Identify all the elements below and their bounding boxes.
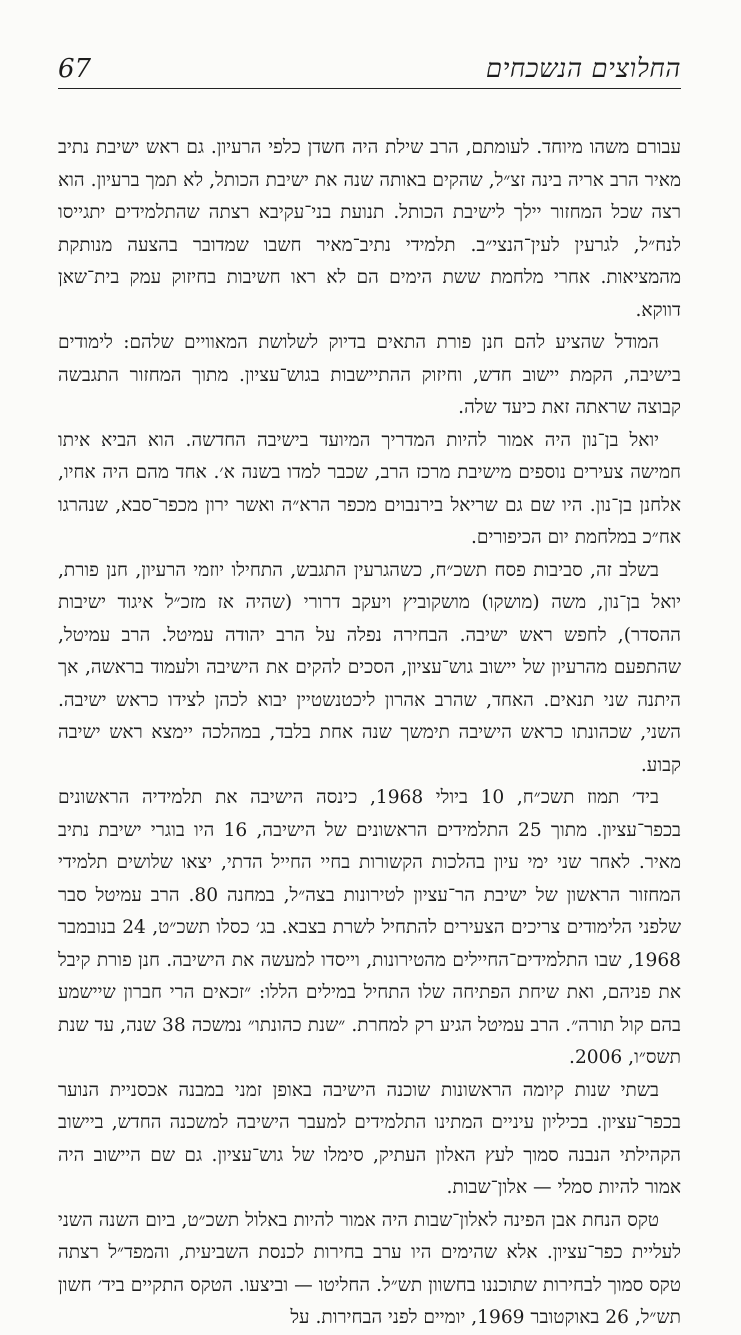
paragraph: עבורם משהו מיוחד. לעומתם, הרב שילת היה חשדן כלפי הרעיון. גם ראש ישיבת נתיב מאיר הרב אריה בינה זצ״ל, שהקים באותה שנה את ישיבת הכותל, לא תמך ברעיון. הוא רצה שכל המחזור יילך לישיבת הכותל. תנועת בני־עקיבא רצתה שהתלמידים יתגייסו לנח״ל, לגרעין לעין־הנצי״ב. תלמידי נתיב־מאיר חשבו שמדובר בהצעה מנותקת מהמציאות. אחרי מלחמת ששת הימים הם לא ראו חשיבות בחיזוק עמק בית־שאן דווקא. bbox=[58, 137, 681, 321]
paragraph: בשלב זה, סביבות פסח תשכ״ח, כשהגרעין התגבש, התחילו יוזמי הרעיון, חנן פורת, יואל בן־נון, משה (מושקו) מושקוביץ ויעקב דרורי (שהיה אז מזכ״ל איגוד ישיבות ההסדר), לחפש ראש ישיבה. הבחירה נפלה על הרב יהודה עמיטל. הרב עמיטל, שהתפעם מהרעיון של יישוב גוש־עציון, הסכים להקים את הישיבה ולעמוד בראשה, אך היתנה שני תנאים. האחד, שהרב אהרון ליכטנשטיין יבוא לכהן לצידו כראש ישיבה. השני, שכהונתו כראש הישיבה תימשך שנה אחת בלבד, במהלכה יימצא ראש ישיבה קבוע. bbox=[58, 559, 681, 776]
page-number: 67 bbox=[58, 54, 92, 84]
paragraph: המודל שהציע להם חנן פורת התאים בדיוק לשלושת המאוויים שלהם: לימודים בישיבה, הקמת יישוב חדש, וחיזוק ההתיישבות בגוש־עציון. מתוך המחזור התגבשה קבוצה שראתה זאת כיעד שלה. bbox=[58, 332, 681, 418]
paragraph: יואל בן־נון היה אמור להיות המדריך המיועד בישיבה החדשה. הוא הביא איתו חמישה צעירים נוספים מישיבת מרכז הרב, שכבר למדו בשנה א׳. אחד מהם היה אחיו, אלחנן בן־נון. היו שם גם שריאל בירנבוים מכפר הרא״ה ואשר ירון מכפר־סבא, שנהרגו אח״כ במלחמת יום הכיפורים. bbox=[58, 429, 681, 548]
body-text bbox=[58, 132, 681, 1335]
paragraph: טקס הנחת אבן הפינה לאלון־שבות היה אמור להיות באלול תשכ״ט, ביום השנה השני לעליית כפר־עציון. אלא שהימים היו ערב בחירות לכנסת השביעית, והמפד״ל רצתה טקס סמוך לבחירות שתוכננו בחשוון תש״ל. החליטו — וביצעו. הטקס התקיים ביד׳ חשון תש״ל, 26 באוקטובר 1969, יומיים לפני הבחירות. על bbox=[58, 1209, 681, 1328]
paragraph: ביד׳ תמוז תשכ״ח, 10 ביולי 1968, כינסה הישיבה את תלמידיה הראשונים בכפר־עציון. מתוך 25 התלמידים הראשונים של הישיבה, 16 היו בוגרי ישיבת נתיב מאיר. לאחר שני ימי עיון בהלכות הקשורות בחיי החייל הדתי, יצאו שלושים תלמידי המחזור הראשון של ישיבת הר־עציון לטירונות בצה״ל, במחנה 80. הרב עמיטל סבר שלפני הלימודים צריכים הצעירים להתחיל לשרת בצבא. בג׳ כסלו תשכ״ט, 24 בנובמבר 1968, שבו התלמידים־החיילים מהטירונות, וייסדו למעשה את הישיבה. חנן פורת קיבל את פניהם, ואת שיחת הפתיחה שלו התחיל במילים הללו: ״זכאים הרי חברון שיישמע בהם קול תורה״. הרב עמיטל הגיע רק למחרת. ״שנת כהונתו״ נמשכה 38 שנה, עד שנת תשס״ו, 2006. bbox=[58, 787, 682, 1068]
paragraph: בשתי שנות קיומה הראשונות שוכנה הישיבה באופן זמני במבנה אכסניית הנוער בכפר־עציון. בכיליון עיניים המתינו התלמידים למעבר הישיבה למשכנה החדש, ביישוב הקהילתי הנבנה סמוך לעץ האלון העתיק, סימלו של גוש־עציון. גם שם היישוב היה אמור להיות סמלי — אלון־שבות. bbox=[58, 1079, 681, 1198]
chapter-title: החלוצים הנשכחים bbox=[485, 54, 681, 84]
running-header bbox=[58, 50, 681, 89]
